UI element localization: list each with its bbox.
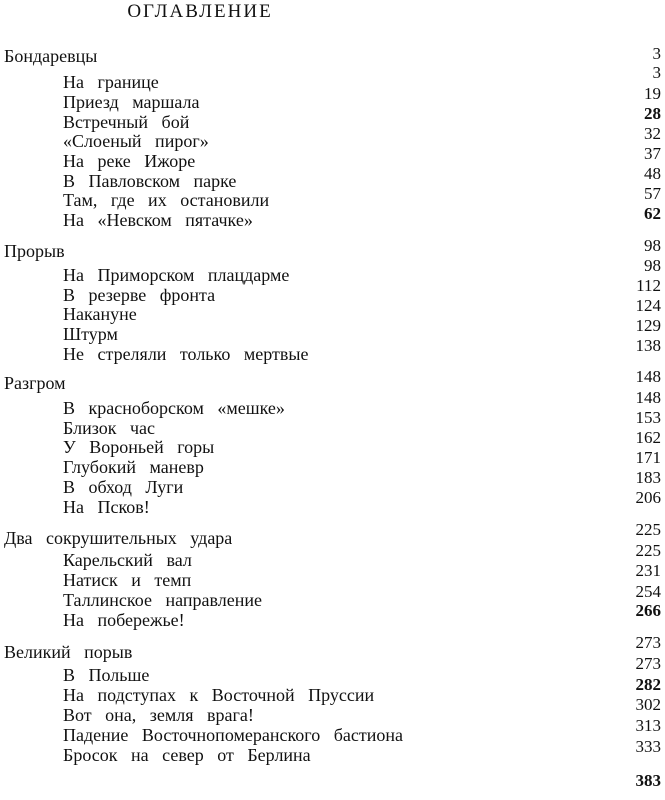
toc-item-title: Встречный бой <box>63 112 190 132</box>
toc-item-page: 28 <box>644 104 661 123</box>
toc-item-title: На Псков! <box>63 497 150 517</box>
toc-section-page: 273 <box>635 633 661 652</box>
toc-item-page: 171 <box>635 448 661 467</box>
toc-item-title: В красноборском «мешке» <box>63 398 285 418</box>
toc-item-page: 225 <box>635 541 661 560</box>
toc-item-page: 206 <box>635 488 661 507</box>
toc-item-page: 19 <box>644 84 661 103</box>
toc-title: ОГЛАВЛЕНИЕ <box>127 1 273 22</box>
toc-section-page: 3 <box>652 44 661 63</box>
toc-item-title: В обход Луги <box>63 477 184 497</box>
toc-item-title: Штурм <box>63 324 118 344</box>
toc-item-page: 231 <box>635 561 661 580</box>
toc-item-page: 3 <box>652 63 661 82</box>
toc-section-page: 98 <box>644 236 661 255</box>
toc-item-page: 266 <box>635 601 661 620</box>
toc-item-title: Не стреляли только мертвые <box>63 344 309 364</box>
toc-item-page: 333 <box>635 737 661 756</box>
toc-item-title: На побережье! <box>63 610 185 630</box>
toc-item-title: Накануне <box>63 304 137 324</box>
toc-item-title: Натиск и темп <box>63 570 192 590</box>
toc-item-title: Приезд маршала <box>63 92 200 112</box>
toc-item-title: В Павловском парке <box>63 171 237 191</box>
toc-item-page: 112 <box>636 276 661 295</box>
toc-item-page: 138 <box>635 336 661 355</box>
toc-item-page: 313 <box>635 716 661 735</box>
toc-item-title: В резерве фронта <box>63 285 216 305</box>
toc-section-title: Прорыв <box>4 241 65 261</box>
toc-item-title: «Слоеный пирог» <box>63 131 209 151</box>
toc-section-title: Разгром <box>4 373 66 393</box>
toc-item-page: 32 <box>644 124 661 143</box>
toc-item-title: На реке Ижоре <box>63 151 196 171</box>
toc-section-page: 148 <box>635 367 661 386</box>
toc-item-page: 57 <box>644 184 661 203</box>
toc-section-page: 225 <box>635 520 661 539</box>
toc-item-title: На подступах к Восточной Пруссии <box>63 685 375 705</box>
toc-item-title: У Вороньей горы <box>63 437 215 457</box>
toc-item-title: На границе <box>63 72 159 92</box>
toc-item-title: В Польше <box>63 665 150 685</box>
toc-item-page: 183 <box>635 468 661 487</box>
toc-item-page: 98 <box>644 256 661 275</box>
toc-item-page: 124 <box>635 296 661 315</box>
toc-item-title: Таллинское направление <box>63 590 262 610</box>
toc-item-page: 273 <box>635 654 661 673</box>
toc-item-page: 254 <box>635 582 661 601</box>
toc-item-page: 37 <box>644 144 661 163</box>
footer-page-number: 383 <box>635 771 661 790</box>
toc-item-title: Бросок на север от Берлина <box>63 745 311 765</box>
toc-item-title: Падение Восточнопомеранского бастиона <box>63 725 403 745</box>
toc-section-title: Два сокрушительных удара <box>4 528 233 548</box>
toc-item-title: Близок час <box>63 418 155 438</box>
toc-item-page: 62 <box>644 204 661 223</box>
toc-item-page: 148 <box>635 388 661 407</box>
toc-item-title: Карельский вал <box>63 550 192 570</box>
toc-item-page: 129 <box>635 316 661 335</box>
toc-item-title: Глубокий маневр <box>63 457 204 477</box>
toc-item-title: На «Невском пятачке» <box>63 210 253 230</box>
toc-section-title: Великий порыв <box>4 642 133 662</box>
toc-item-title: Вот она, земля врага! <box>63 705 254 725</box>
toc-item-title: На Приморском плацдарме <box>63 265 290 285</box>
toc-item-page: 153 <box>635 408 661 427</box>
toc-item-page: 48 <box>644 164 661 183</box>
toc-item-page: 162 <box>635 428 661 447</box>
toc-item-page: 302 <box>635 695 661 714</box>
toc-section-title: Бондаревцы <box>4 46 98 66</box>
toc-item-page: 282 <box>635 675 661 694</box>
toc-item-title: Там, где их остановили <box>63 190 270 210</box>
